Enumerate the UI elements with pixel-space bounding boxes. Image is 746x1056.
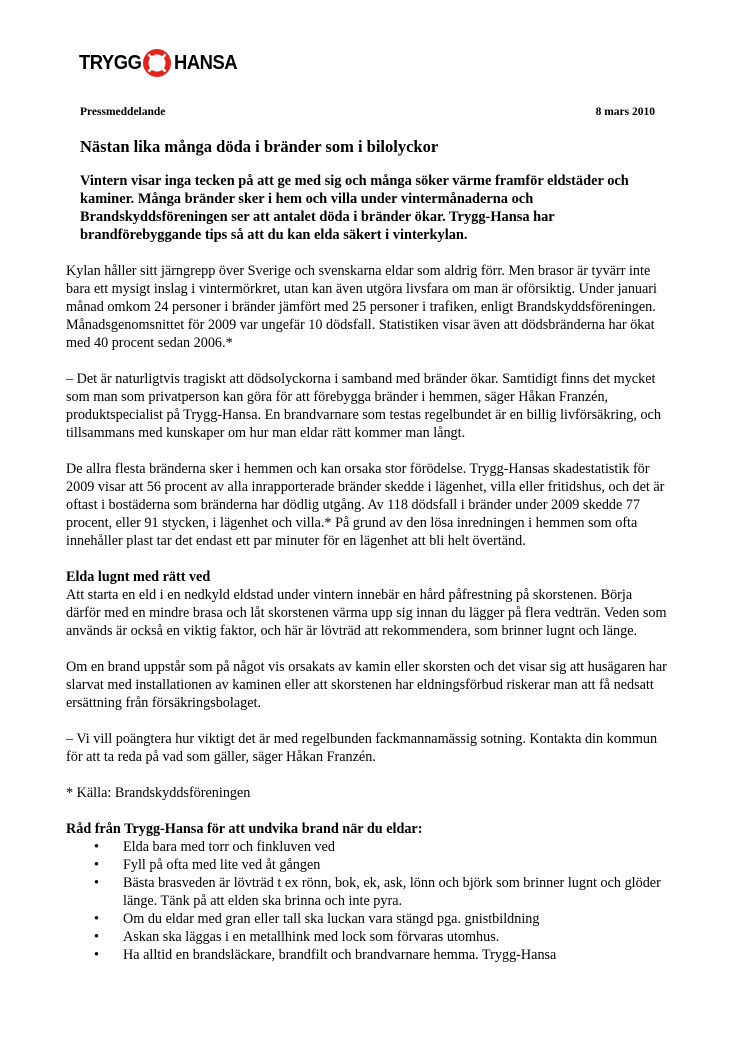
lead-paragraph: Vintern visar inga tecken på att ge med sig och många söker värme framför eldstäder och kaminer. Många bränder sker i hem och villa under vintermånaderna och Brandskyddsföreningen ser att antalet döda i bränder ökar. Trygg-Hansa har brandförebyggande tips så att du kan elda säkert i vinterkylan. bbox=[80, 173, 629, 243]
body-paragraph: De allra flesta bränderna sker i hemmen och kan orsaka stor förödelse. Trygg-Hansas skadestatistik för 2009 visar att 56 procent av alla inrapporterade bränder skedde i lägenhet, villa eller fritidshus, och det är oftast i bostäderna som bränderna har dödlig utgång. Av 118 dödsfall i bränder under 2009 skedde 77 procent, eller 91 stycken, i lägenhet och villa.* På grund av den lösa inredningen i hemmen som ofta innehåller plast tar det endast ett par minuter för en lägenhet att bli helt övertänd. bbox=[66, 461, 665, 549]
section-heading: Elda lugnt med rätt ved bbox=[66, 569, 211, 585]
list-item: • Elda bara med torr och finkluven ved bbox=[116, 838, 670, 856]
section-paragraph: Om en brand uppstår som på något vis orsakats av kamin eller skorsten och det visar sig att husägaren har slarvat med installationen av kaminen eller att skorstenen har eldningsförbud riskerar man att få nedsatt ersättning från försäkringsbolaget. bbox=[66, 659, 667, 711]
list-item: • Bästa brasveden är lövträd t ex rönn, bok, ek, ask, lönn och björk som brinner lugnt och glöder länge. Tänk på att elden ska brinna och inte pyra. bbox=[116, 874, 670, 910]
advice-heading: Råd från Trygg-Hansa för att undvika brand när du eldar: bbox=[66, 821, 423, 837]
logo-text-left: TRYGG bbox=[79, 51, 142, 74]
advice-list bbox=[66, 838, 670, 964]
logo-text-right: HANSA bbox=[173, 51, 238, 74]
list-item: • Ha alltid en brandsläckare, brandfilt och brandvarnare hemma. Trygg-Hansa bbox=[116, 946, 670, 964]
document-date: 8 mars 2010 bbox=[595, 106, 655, 118]
source-note: * Källa: Brandskyddsföreningen bbox=[66, 785, 251, 801]
section-paragraph: – Vi vill poängtera hur viktigt det är med regelbunden fackmannamässig sotning. Kontakta din kommun för att ta reda på vad som gäller, säger Håkan Franzén. bbox=[66, 731, 658, 765]
article-body bbox=[66, 262, 670, 964]
page-title: Nästan lika många döda i bränder som i bilolyckor bbox=[80, 137, 439, 156]
list-item: • Askan ska läggas i en metallhink med lock som förvaras utomhus. bbox=[116, 928, 670, 946]
document-type: Pressmeddelande bbox=[80, 106, 166, 118]
body-paragraph: Kylan håller sitt järngrepp över Sverige och svenskarna eldar som aldrig förr. Men brasor är tyvärr inte bara ett mysigt inslag i vintermörkret, utan kan även utgöra livsfara om man är oförsiktig. Under januari månad omkom 24 personer i bränder jämfört med 25 personer i trafiken, enligt Brandskyddsföreningen. Månadsgenomsnittet för 2009 var ungefär 10 dödsfall. Statistiken visar även att dödsbränderna har ökat med 40 procent sedan 2006.* bbox=[66, 263, 657, 351]
list-item: • Fyll på ofta med lite ved åt gången bbox=[116, 856, 670, 874]
list-item: • Om du eldar med gran eller tall ska luckan vara stängd pga. gnistbildning bbox=[116, 910, 670, 928]
trygg-hansa-logo bbox=[79, 48, 243, 78]
section-paragraph: Att starta en eld i en nedkyld eldstad under vintern innebär en hård påfrestning på skorstenen. Börja därför med en mindre brasa och låt skorstenen värma upp sig innan du lägger på flera vedträn. Veden som används är också en viktig faktor, och här är lövträd att rekommendera, som brinner lugnt och länge. bbox=[66, 587, 667, 639]
body-paragraph: – Det är naturligtvis tragiskt att dödsolyckorna i samband med bränder ökar. Samtidigt finns det mycket som man som privatperson kan göra för att förebygga bränder i hemmen, säger Håkan Franzén, produktspecialist på Trygg-Hansa. En brandvarnare som testas regelbundet är en billig livförsäkring, och tillsammans med kunskaper om hur man eldar rätt kommer man långt. bbox=[66, 371, 661, 441]
lifebuoy-icon bbox=[142, 48, 172, 78]
